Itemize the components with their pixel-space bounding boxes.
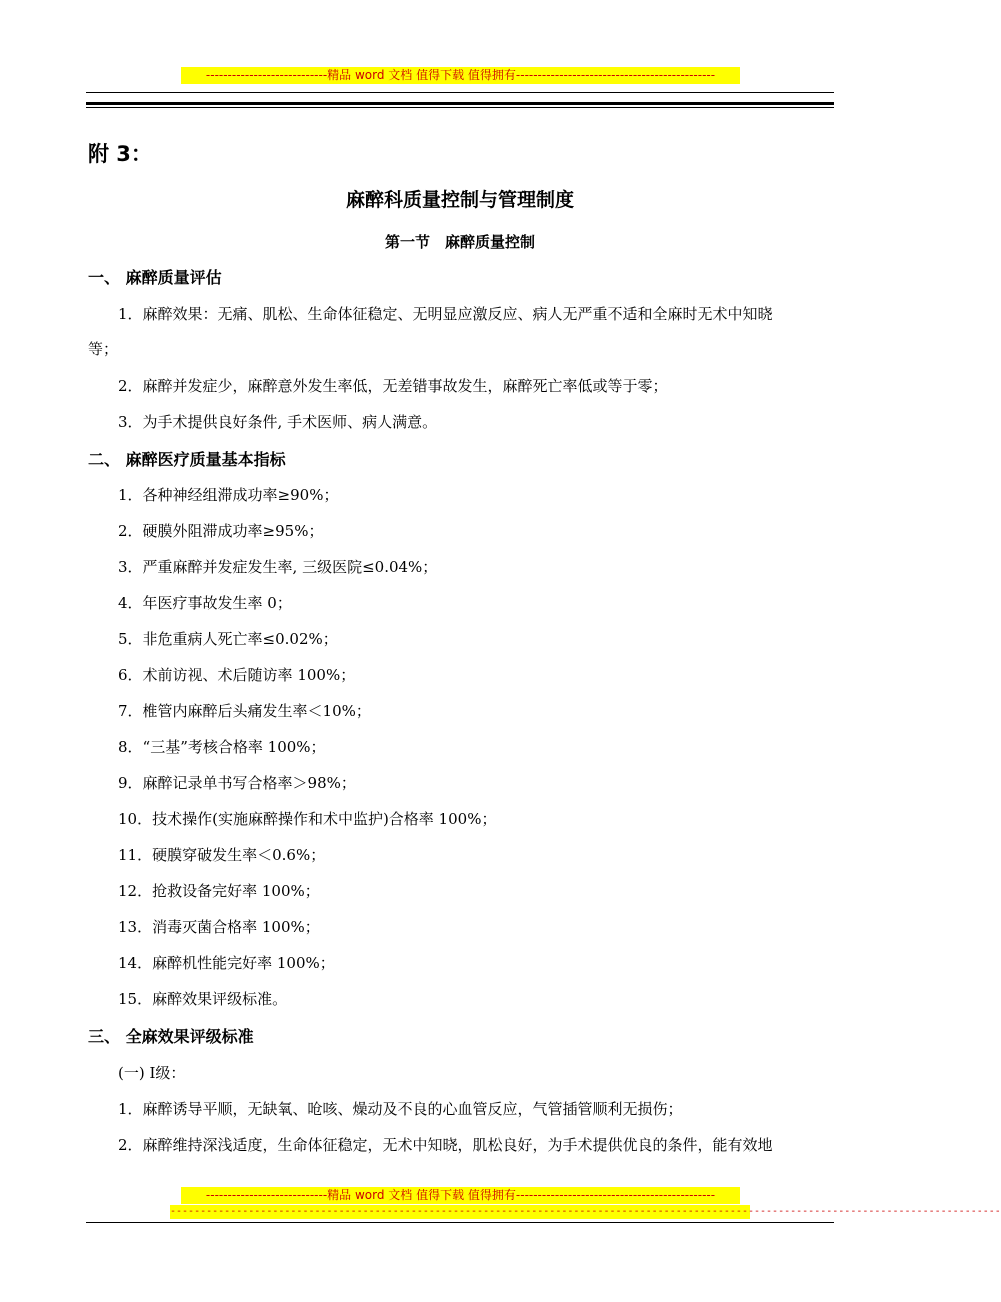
list-item: (一) Ⅰ级：: [118, 1064, 186, 1082]
list-item: 1．麻醉效果：无痛、肌松、生命体征稳定、无明显应激反应、病人无严重不适和全麻时无术中知晓: [118, 305, 773, 323]
footer-rule: [86, 1222, 834, 1223]
list-item-continuation: 等；: [88, 340, 119, 358]
attachment-label: 附 3：: [88, 142, 152, 166]
section-subtitle: 第一节 麻醉质量控制: [384, 233, 535, 251]
section-heading: 一、 麻醉质量评估: [88, 268, 222, 287]
header-banner: ----------------------------精品 word 文档 值得下载 值得拥有----------------------------------------------: [181, 67, 740, 84]
list-item: 2．麻醉并发症少，麻醉意外发生率低，无差错事故发生，麻醉死亡率低或等于零；: [118, 377, 668, 395]
list-item: 12．抢救设备完好率 100%；: [118, 882, 320, 900]
list-item: 8．“三基”考核合格率 100%；: [118, 738, 326, 756]
list-item: 7．椎管内麻醉后头痛发生率＜10%；: [118, 702, 371, 720]
footer-fill-line: ------------------------------------------------------------------------------------------------------------------------------------------: [170, 1206, 1001, 1217]
list-item: 1．各种神经组滞成功率≥90%；: [118, 486, 339, 504]
document-title: 麻醉科质量控制与管理制度: [345, 189, 574, 211]
footer-banner: ----------------------------精品 word 文档 值得下载 值得拥有----------------------------------------------: [181, 1187, 740, 1204]
list-item: 2．硬膜外阻滞成功率≥95%；: [118, 522, 324, 540]
list-item: 3．严重麻醉并发症发生率, 三级医院≤0.04%；: [118, 558, 438, 576]
section-heading: 三、 全麻效果评级标准: [88, 1027, 254, 1046]
list-item: 5．非危重病人死亡率≤0.02%；: [118, 630, 338, 648]
list-item: 3．为手术提供良好条件, 手术医师、病人满意。: [118, 413, 438, 431]
list-item: 4．年医疗事故发生率 0；: [118, 594, 292, 612]
section-heading: 二、 麻醉医疗质量基本指标: [88, 450, 286, 469]
list-item: 1．麻醉诱导平顺，无缺氧、呛咳、燥动及不良的心血管反应，气管插管顺利无损伤；: [118, 1100, 683, 1118]
header-rule: [86, 92, 834, 93]
list-item: 15．麻醉效果评级标准。: [118, 990, 288, 1008]
list-item: 11．硬膜穿破发生率＜0.6%；: [118, 846, 326, 864]
list-item: 10．技术操作(实施麻醉操作和术中监护)合格率 100%；: [118, 810, 497, 828]
list-item: 2．麻醉维持深浅适度，生命体征稳定，无术中知晓，肌松良好，为手术提供优良的条件，能有效地: [118, 1136, 773, 1154]
list-item: 13．消毒灭菌合格率 100%；: [118, 918, 320, 936]
list-item: 6．术前访视、术后随访率 100%；: [118, 666, 356, 684]
header-rule-bottom: [86, 107, 834, 108]
list-item: 9．麻醉记录单书写合格率＞98%；: [118, 774, 356, 792]
list-item: 14．麻醉机性能完好率 100%；: [118, 954, 335, 972]
header-rule-double: [86, 102, 834, 105]
